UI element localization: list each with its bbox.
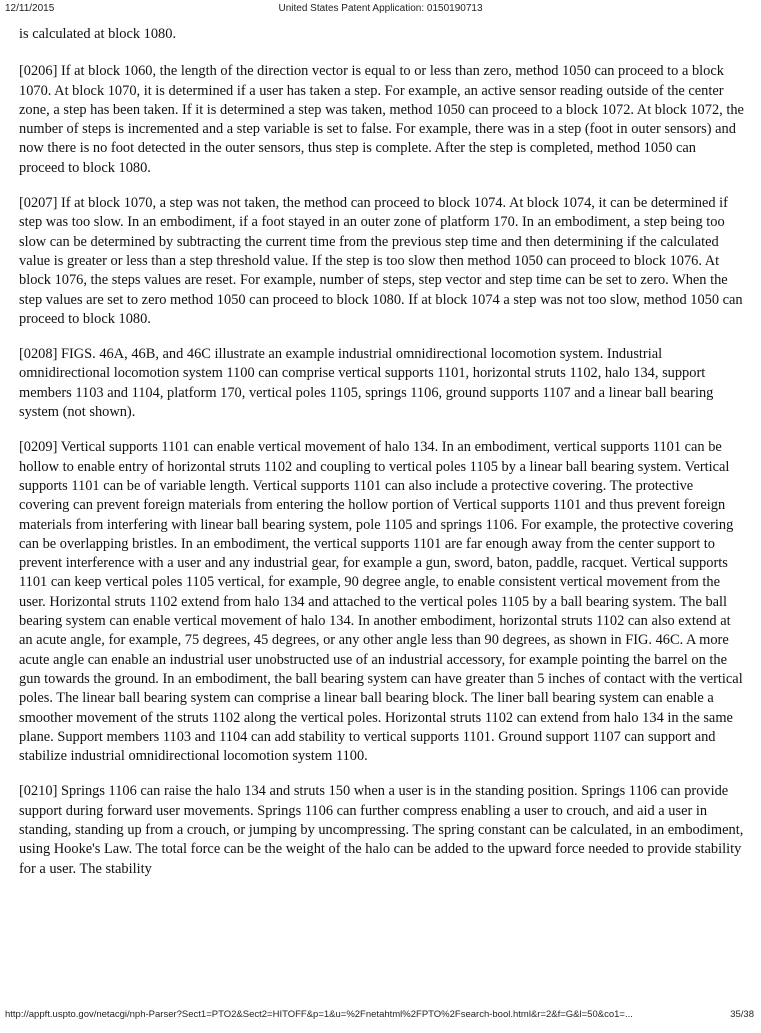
document-body	[19, 25, 744, 895]
paragraph-0207: [0207] If at block 1070, a step was not taken, the method can proceed to block 1074. At block 1074, it can be determined if step was too slow. In an embodiment, if a foot stayed in an outer zone of platform 170. In an embodiment, a step being too slow can be determined by subtracting the current time from the previous step time and then determining if the calculated value is greater or less than a step threshold value. If the step is too slow then method 1050 can proceed to block 1076. At block 1076, the steps values are reset. For example, number of steps, step vector and step time can be set to zero. When the step values are set to zero method 1050 can proceed to block 1080. If at block 1074 a step was not too slow, method 1050 can proceed to block 1080.	[19, 195, 743, 327]
paragraph-continuation: is calculated at block 1080.	[19, 26, 177, 42]
paragraph-0209: [0209] Vertical supports 1101 can enable vertical movement of halo 134. In an embodiment, vertical supports 1101 can be hollow to enable entry of horizontal struts 1102 and coupling to vertical poles 1105 by a linear ball bearing system. Vertical supports 1101 can be of variable length. Vertical supports 1101 can also include a protective covering. The protective covering can prevent foreign materials from entering the hollow portion of Vertical supports 1101 and thus prevent foreign materials from interfering with linear ball bearing system, pole 1105 and springs 1106. For example, the protective covering can be overlapping bristles. In an embodiment, the vertical supports 1101 are far enough away from the center support to prevent interference with a user and any industrial gear, for example a gun, sword, baton, paddle, racquet. Vertical supports 1101 can keep vertical poles 1105 vertical, for example, 90 degree angle, to enable consistent vertical movement from the user. Horizontal struts 1102 extend from halo 134 and attached to the vertical poles 1105 by a ball bearing system. The ball bearing system can enable vertical movement of halo 134. In another embodiment, horizontal struts 1102 can also extend at an acute angle, for example, 75 degrees, 45 degrees, or any other angle less than 90 degrees, as shown in FIG. 46C. A more acute angle can enable an industrial user unobstructed use of an industrial accessory, for example pointing the barrel on the gun towards the ground. In an embodiment, the ball bearing system can have greater than 5 inches of contact with the vertical poles. The linear ball bearing system can comprise a linear ball bearing block. The liner ball bearing system can enable a smoother movement of the struts 1102 along the vertical poles. Horizontal struts 1102 can extend from halo 134 in the same plane. Support members 1103 and 1104 can add stability to vertical supports 1101. Ground support 1107 can support and stabilize industrial omnidirectional locomotion system 1100.	[19, 439, 743, 765]
paragraph-0210: [0210] Springs 1106 can raise the halo 134 and struts 150 when a user is in the standing position. Springs 1106 can provide support during forward user movements. Springs 1106 can further compress enabling a user to crouch, and aid a user in standing, standing up from a crouch, or jumping by uncompressing. The spring constant can be calculated, in an embodiment, using Hooke's Law. The total force can be the weight of the halo can be added to the upward force needed to provide stability for a user. The stability	[19, 783, 744, 877]
page-header	[5, 3, 756, 17]
page-number: 35/38	[730, 1009, 754, 1020]
source-url-link[interactable]: http://appft.uspto.gov/netacgi/nph-Parser?Sect1=PTO2&Sect2=HITOFF&p=1&u=%2Fnetahtml%2FPTO%2Fsearch-bool.html&r=2&f=G&l=50&co1=...	[5, 1009, 633, 1020]
paragraph-0206: [0206] If at block 1060, the length of the direction vector is equal to or less than zero, method 1050 can proceed to a block 1070. At block 1070, it is determined if a user has taken a step. For example, an active sensor reading outside of the center zone, a step has been taken. If it is determined a step was taken, method 1050 can proceed to a block 1072. At block 1072, the number of steps is incremented and a step variable is set to false. For example, there was in a step (foot in outer sensors) and now there is no foot detected in the outer sensors, thus step is complete. After the step is completed, method 1050 can proceed to block 1080.	[19, 63, 744, 176]
paragraph-0208: [0208] FIGS. 46A, 46B, and 46C illustrate an example industrial omnidirectional locomotion system. Industrial omnidirectional locomotion system 1100 can comprise vertical supports 1101, horizontal struts 1102, halo 134, support members 1103 and 1104, platform 170, vertical poles 1105, springs 1106, ground supports 1107 and a linear ball bearing system (not shown).	[19, 346, 714, 421]
document-title: United States Patent Application: 0150190713	[278, 3, 483, 14]
page-footer	[5, 1009, 756, 1023]
print-date: 12/11/2015	[5, 3, 55, 14]
